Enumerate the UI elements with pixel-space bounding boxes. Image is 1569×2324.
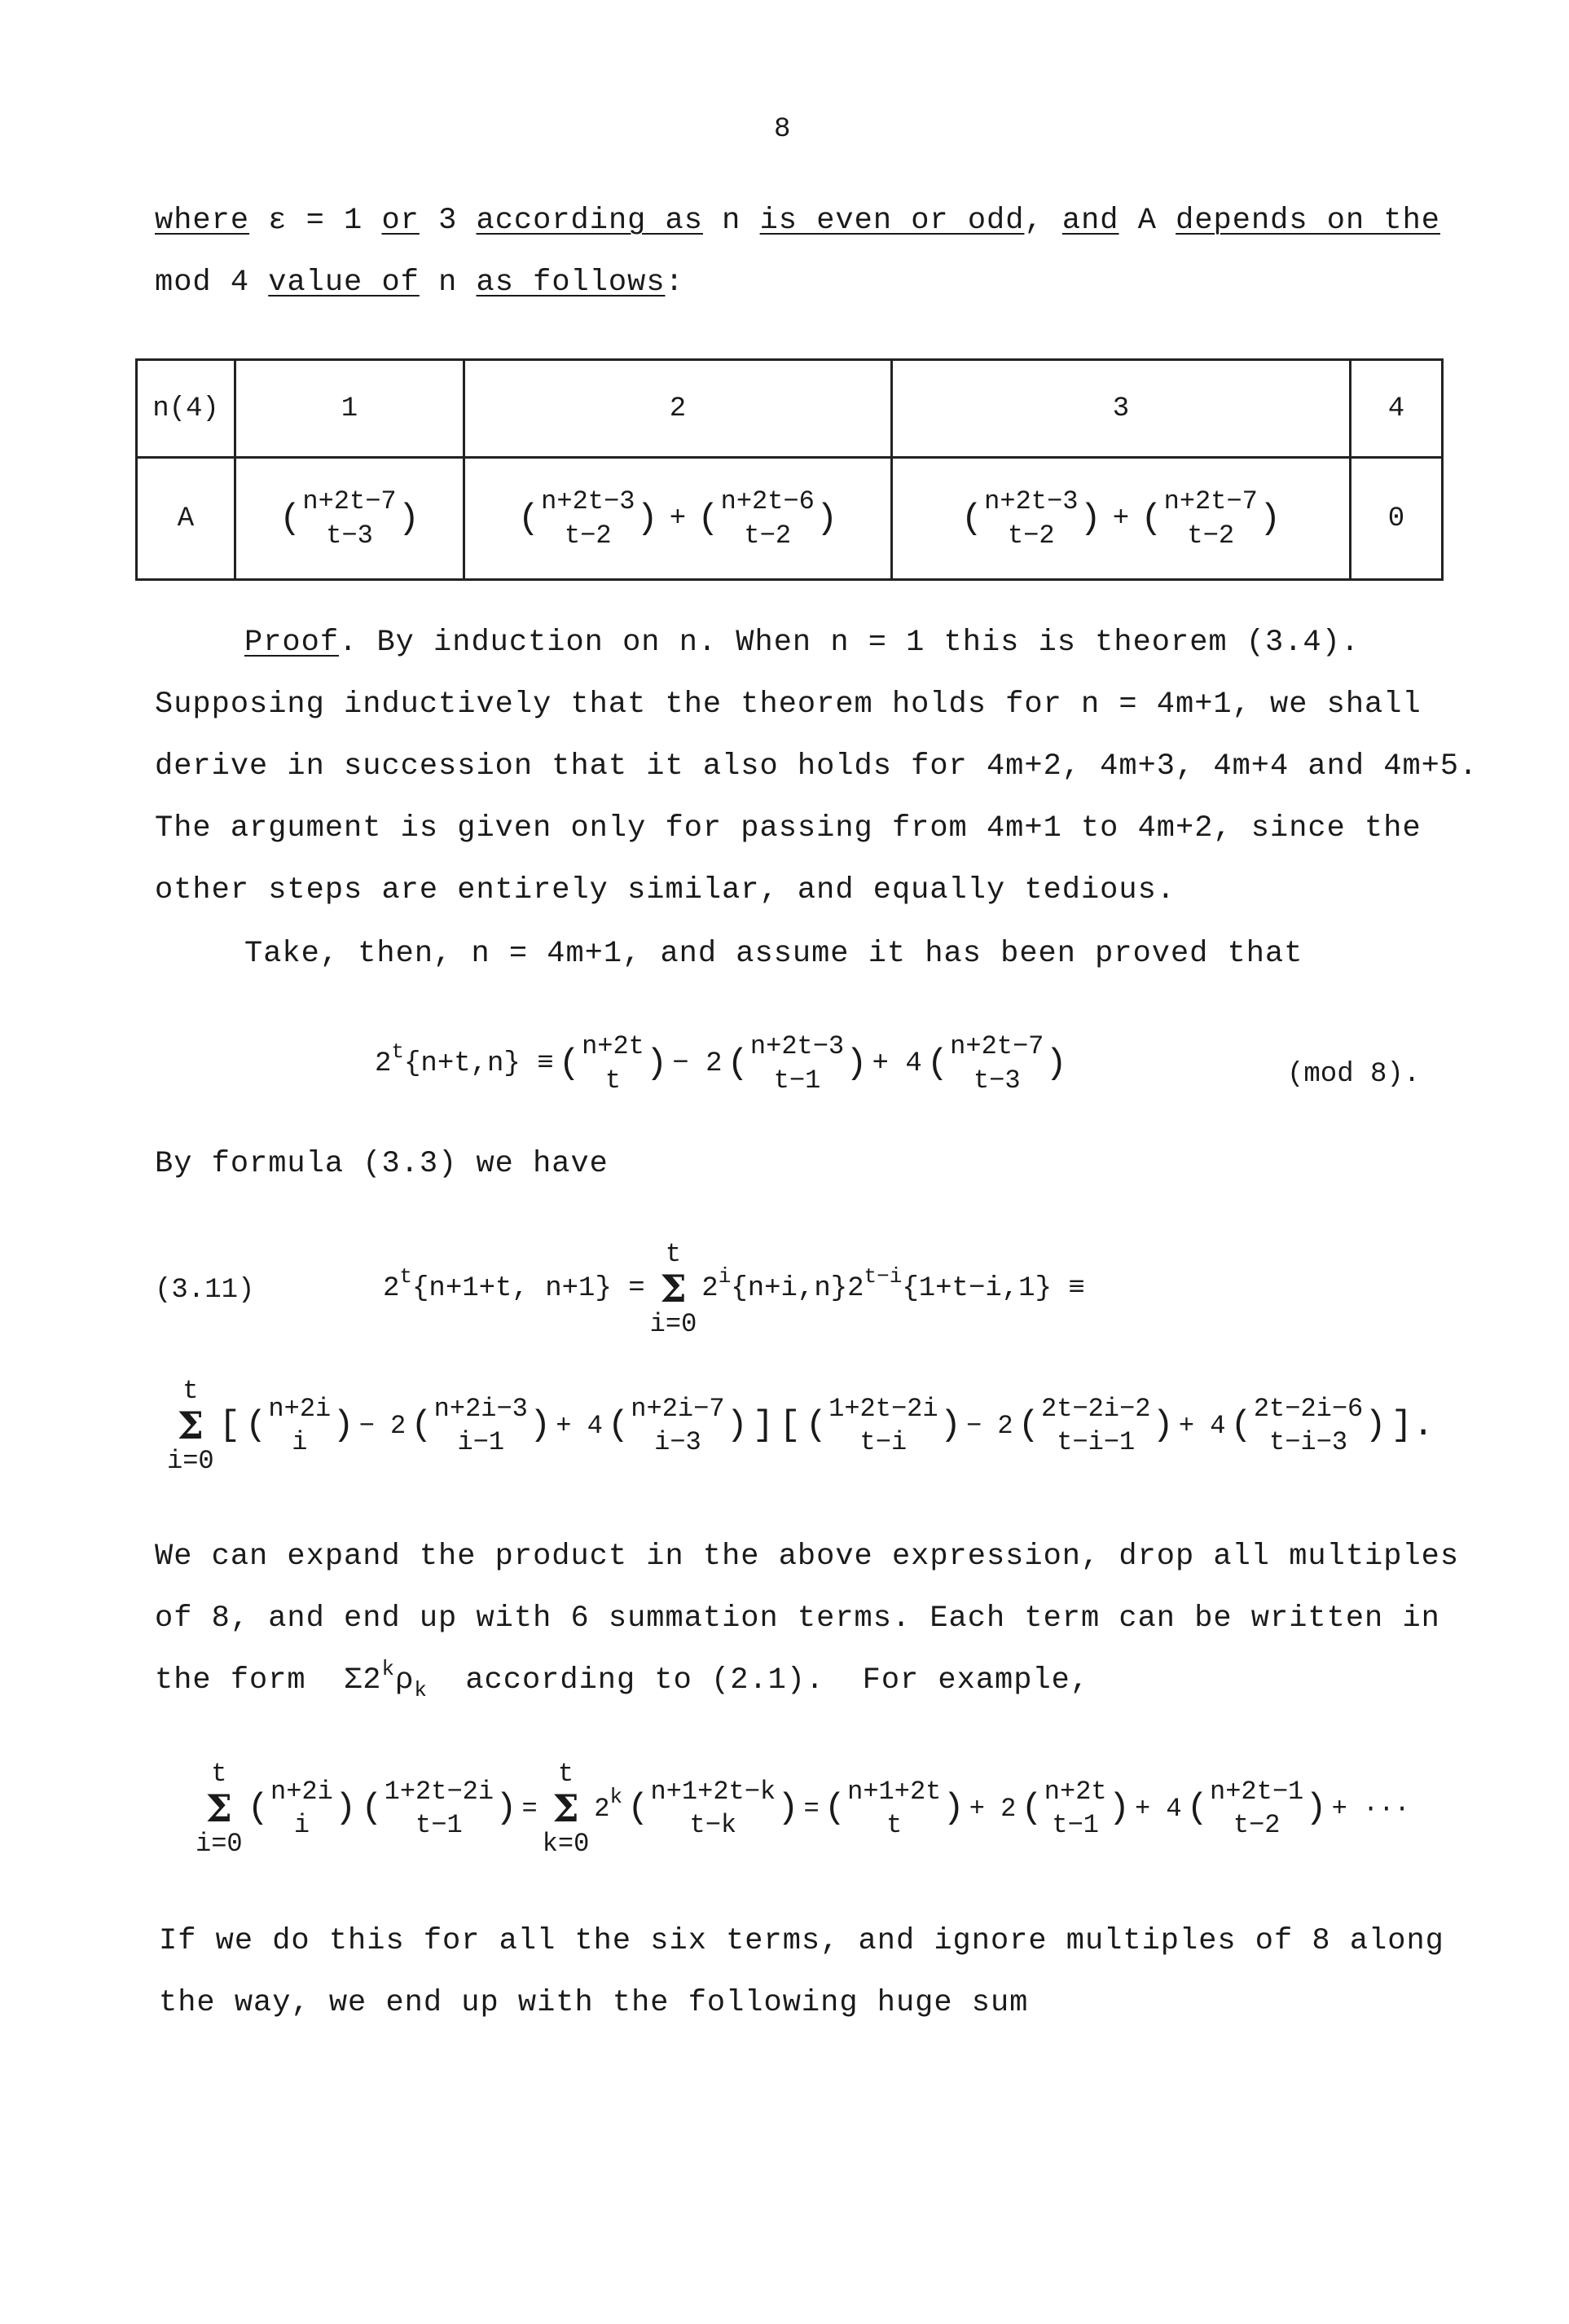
- eq-op: + 4: [556, 1410, 603, 1441]
- proof-label: Proof: [244, 626, 340, 660]
- eq-text: $2^i\{n+i,n\}2^{t-i}\{1+t-i,1\}$ ≡: [701, 1264, 1085, 1305]
- expand-line-2: of 8, and end up with 6 summation terms. Each term can be written in: [155, 1601, 1440, 1636]
- proof-text: . By induction on n. When n = 1 this is theorem (3.4).: [339, 626, 1360, 660]
- eq-op: + 4: [872, 1048, 922, 1079]
- last-line-1: If we do this for all the six terms, and ignore multiples of 8 along: [159, 1924, 1444, 1958]
- mod4-table: [135, 358, 1444, 581]
- binomial: ( n+2i−7 i−3 ): [607, 1393, 748, 1458]
- eq-op: + 4: [1135, 1793, 1182, 1824]
- binomial: ( n+2t−3 t−2 ): [517, 485, 658, 551]
- binomial: ( n+2t−1 t−2 ): [1186, 1776, 1327, 1841]
- binomial: ( n+2t−7 t−3 ): [279, 485, 420, 551]
- eq-text: $2^t\{n+1+t$, n+1} =: [383, 1264, 645, 1305]
- page-number: 8: [774, 114, 791, 145]
- expand-line-3: the form $\Sigma 2^k\rho_k$ according to (2.1). For example,: [155, 1657, 1090, 1702]
- sum-form: $\Sigma 2^k\rho_k$: [344, 1657, 428, 1702]
- underlined-phrase: as follows: [476, 266, 666, 300]
- binomial: ( n+2t t ): [558, 1031, 668, 1096]
- row-label: A: [137, 458, 235, 580]
- table-header-cell: 2: [464, 360, 892, 458]
- eq-op: + 2: [969, 1793, 1017, 1824]
- last-line-2: the way, we end up with the following huge sum: [159, 1986, 1029, 2020]
- equation-3-11: [383, 1240, 1085, 1338]
- equation-hypothesis: [375, 1031, 1067, 1096]
- intro-line-2: [155, 266, 684, 300]
- binomial: ( n+2t−7 t−2 ): [1140, 485, 1281, 551]
- eq-op: +: [1112, 503, 1130, 535]
- eq-mod: (mod 8).: [1287, 1059, 1421, 1090]
- table-cell: 0: [1351, 458, 1443, 580]
- text-segment: ε = 1: [249, 204, 382, 238]
- text-segment: mod 4: [155, 266, 269, 300]
- by-formula-line: By formula (3.3) we have: [155, 1147, 609, 1181]
- equation-example: [196, 1759, 1410, 1858]
- text-segment: n: [419, 266, 477, 300]
- take-line: Take, then, n = 4m+1, and assume it has been proved that: [244, 937, 1303, 971]
- underlined-phrase: or: [381, 204, 420, 238]
- table-row-A: [137, 458, 1443, 580]
- proof-line-5: other steps are entirely similar, and equally tedious.: [155, 873, 1176, 907]
- table-header-cell: 3: [892, 360, 1351, 458]
- eq-text: 2$^k$: [594, 1784, 623, 1824]
- underlined-phrase: is even or odd: [759, 204, 1025, 238]
- binomial: ( n+2t−3 t−2 ): [960, 485, 1101, 551]
- text-segment: ,: [1024, 204, 1062, 238]
- eq-op: =: [803, 1793, 820, 1824]
- binomial: ( 2t−2i−2 t−i−1 ): [1017, 1393, 1174, 1458]
- eq-text: $2^t\{n+t,n\}$ ≡: [375, 1039, 554, 1079]
- intro-line-1: [155, 204, 1440, 238]
- table-cell: [464, 458, 892, 580]
- eq-op: − 2: [965, 1410, 1013, 1441]
- binomial: ( n+1+2t−k t−k ): [627, 1776, 799, 1841]
- eq-label-3-11: (3.11): [155, 1275, 255, 1306]
- table-cell: [892, 458, 1351, 580]
- eq-op: + ···: [1331, 1793, 1410, 1824]
- eq-op: + 4: [1178, 1410, 1226, 1441]
- eq-op: − 2: [358, 1410, 407, 1441]
- proof-line-2: Supposing inductively that the theorem holds for n = 4m+1, we shall: [155, 688, 1422, 722]
- binomial: ( n+2i i ): [245, 1393, 354, 1458]
- proof-line-1: [244, 626, 1360, 660]
- summation: t Σ k=0: [542, 1759, 590, 1859]
- binomial: ( n+2i−3 i−1 ): [411, 1393, 552, 1458]
- binomial: ( n+2t−3 t−1 ): [727, 1031, 868, 1096]
- binomial: ( 2t−2i−6 t−i−3 ): [1230, 1393, 1387, 1458]
- eq-op: − 2: [672, 1048, 723, 1079]
- bracket: ]: [752, 1405, 775, 1447]
- expand-line-1: We can expand the product in the above expression, drop all multiples: [155, 1540, 1460, 1574]
- bracket: ].: [1391, 1405, 1435, 1447]
- eq-op: =: [521, 1793, 538, 1824]
- underlined-phrase: where: [155, 204, 250, 238]
- eq-op: +: [669, 503, 687, 535]
- summation: t Σ i=0: [649, 1239, 697, 1339]
- text-segment: A: [1119, 204, 1176, 238]
- underlined-phrase: and: [1061, 204, 1119, 238]
- binomial: ( n+2t−7 t−3 ): [926, 1031, 1067, 1096]
- bracket: [: [779, 1405, 801, 1447]
- binomial: ( n+2i i ): [247, 1776, 357, 1841]
- table-header-cell: 4: [1351, 360, 1443, 458]
- binomial: ( n+2t−6 t−2 ): [697, 485, 838, 551]
- underlined-phrase: according as: [476, 204, 703, 238]
- proof-line-4: The argument is given only for passing from 4m+1 to 4m+2, since the: [155, 811, 1422, 846]
- binomial: ( n+2t t−1 ): [1021, 1776, 1130, 1841]
- binomial: ( n+1+2t t ): [824, 1776, 965, 1841]
- summation: t Σ i=0: [167, 1376, 214, 1476]
- table-header-row: [137, 360, 1443, 458]
- table-header-cell: n(4): [137, 360, 235, 458]
- underlined-phrase: depends on the: [1176, 204, 1440, 238]
- binomial: ( 1+2t−2i t−1 ): [361, 1776, 517, 1841]
- summation: t Σ i=0: [196, 1759, 243, 1859]
- text-segment: n: [702, 204, 760, 238]
- table-cell: [235, 458, 464, 580]
- proof-line-3: derive in succession that it also holds for 4m+2, 4m+3, 4m+4 and 4m+5.: [155, 749, 1479, 784]
- binomial: ( 1+2t−2i t−i ): [805, 1393, 961, 1458]
- text-segment: :: [665, 266, 684, 300]
- bracket: [: [218, 1405, 241, 1447]
- equation-expanded: [167, 1377, 1434, 1475]
- table-header-cell: 1: [235, 360, 464, 458]
- text-segment: 3: [419, 204, 477, 238]
- underlined-phrase: value of: [268, 266, 420, 300]
